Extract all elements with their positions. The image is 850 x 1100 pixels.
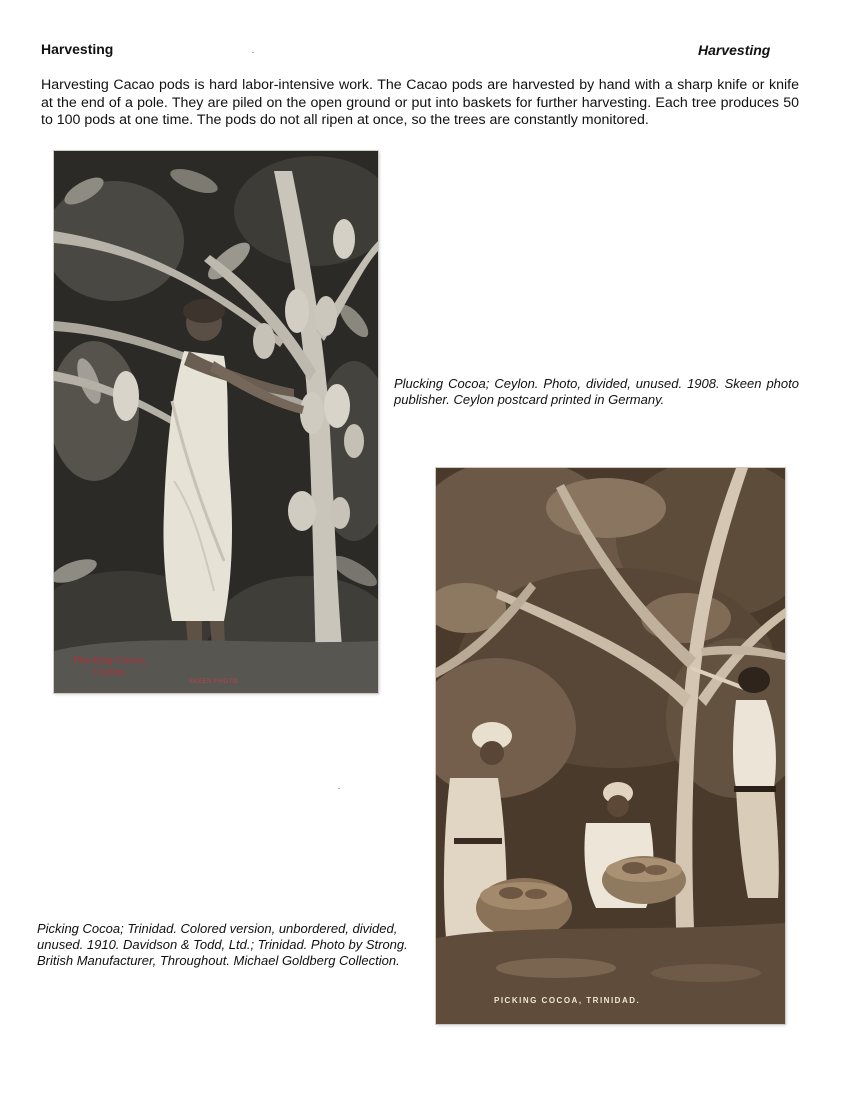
postcard-ceylon xyxy=(54,151,378,693)
postcard-trinidad xyxy=(436,468,785,1024)
postcard-ceylon-publisher: SKEEN PHOTO xyxy=(189,679,238,685)
postcard-ceylon-printed-title-line1: Plucking Cocoa, xyxy=(73,654,147,666)
paper-speck xyxy=(338,788,340,789)
intro-paragraph: Harvesting Cacao pods is hard labor-intensive work. The Cacao pods are harvested by hand with a sharp knife or knife at the end of a pole. They are piled on the open ground or put into baskets for further harvesting. Each tree produces 50 to 100 pods at one time. The pods do not all ripen at once, so the trees are constantly monitored. xyxy=(41,77,799,128)
page-header-left: Harvesting xyxy=(41,41,114,57)
caption-trinidad: Picking Cocoa; Trinidad. Colored version, unbordered, divided, unused. 1910. Davidson & Todd, Ltd.; Trinidad. Photo by Strong. British Manufacturer, Throughout. Michael Goldberg Collection. xyxy=(37,921,408,968)
postcard-trinidad-printed-title: PICKING COCOA, TRINIDAD. xyxy=(494,996,641,1005)
postcard-trinidad-photo xyxy=(436,468,785,1024)
page-header-right: Harvesting xyxy=(698,42,771,58)
postcard-ceylon-photo xyxy=(54,151,378,693)
caption-ceylon: Plucking Cocoa; Ceylon. Photo, divided, unused. 1908. Skeen photo publisher. Ceylon postcard printed in Germany. xyxy=(394,376,799,407)
postcard-ceylon-printed-title-line2: Ceylon. xyxy=(92,666,128,678)
paper-speck xyxy=(252,52,254,53)
